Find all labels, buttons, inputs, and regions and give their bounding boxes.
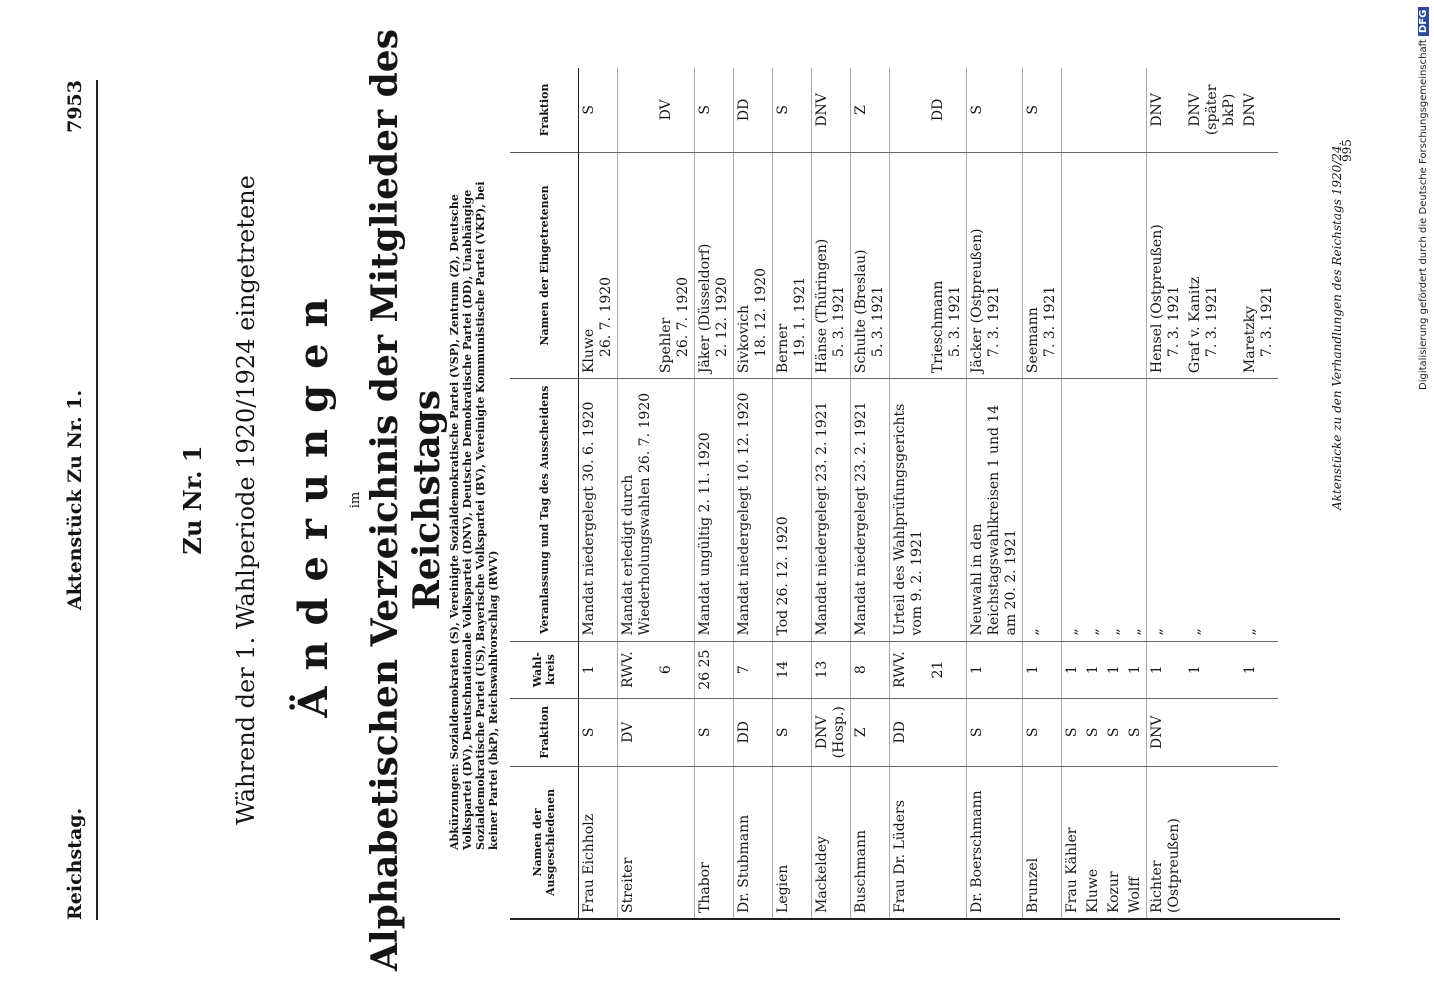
- cell-wahlkreis: 7: [734, 641, 773, 698]
- cell-fraktion-neu: DNV: [1242, 93, 1258, 127]
- eingetreten-date: 19. 1. 1921: [792, 276, 808, 358]
- header-rule: [96, 80, 98, 920]
- table-row: [773, 68, 812, 918]
- cell-veranlassung: „: [1240, 379, 1278, 641]
- eingetreten-name: Seemann: [1025, 307, 1041, 374]
- cell-fraktion: [1185, 698, 1240, 766]
- cell-name-ausgeschieden: Streiter: [618, 766, 657, 918]
- cell-fraktion-neu: DNV (später bkP): [1187, 84, 1237, 136]
- cell-wahlkreis: 1: [1083, 641, 1104, 698]
- table-row: [1147, 68, 1186, 918]
- cell-name-ausgeschieden: [928, 766, 967, 918]
- table-row: [1083, 68, 1104, 918]
- header-page-number: 7953: [64, 80, 86, 133]
- cell-name-ausgeschieden: Frau Eichholz: [579, 766, 618, 918]
- eingetreten-date: 7. 3. 1921: [986, 285, 1002, 358]
- eingetreten-name: Spehler: [658, 317, 674, 374]
- cell-name-eingetreten: [1185, 152, 1240, 378]
- cell-wahlkreis: 1: [579, 641, 618, 698]
- cell-fraktion: DD: [734, 698, 773, 766]
- table-row: [812, 68, 851, 918]
- cell-wahlkreis: 8: [851, 641, 890, 698]
- cell-name-ausgeschieden: [1185, 766, 1240, 918]
- cell-veranlassung: „: [1062, 379, 1084, 641]
- eingetreten-name: Trieschmann: [930, 280, 946, 374]
- eingetreten-name: Maretzky: [1242, 306, 1258, 374]
- table-row: [928, 68, 967, 918]
- cell-name-eingetreten: [890, 152, 929, 378]
- eingetreten-date: 7. 3. 1921: [1259, 285, 1275, 358]
- cell-fraktion: S: [1083, 698, 1104, 766]
- cell-wahlkreis: 1: [1147, 641, 1186, 698]
- cell-name-ausgeschieden: [656, 766, 695, 918]
- cell-name-eingetreten: [1104, 152, 1125, 378]
- cell-fraktion: S: [1023, 698, 1062, 766]
- table-row: [1240, 68, 1278, 918]
- dfg-text: Digitalisierung gefördert durch die Deutsche Forschungsgemeinschaft: [1418, 39, 1429, 390]
- cell-veranlassung: „: [1147, 379, 1186, 641]
- cell-veranlassung: „: [1083, 379, 1104, 641]
- cell-fraktion-neu: DV: [658, 99, 674, 121]
- table-row: [618, 68, 657, 918]
- cell-veranlassung: Tod 26. 12. 1920: [773, 379, 812, 641]
- cell-fraktion: S: [1062, 698, 1084, 766]
- header-left: Reichstag.: [64, 807, 86, 920]
- dfg-logo: DFG: [1418, 7, 1429, 36]
- cell-fraktion-neu: DD: [930, 98, 946, 122]
- cell-fraktion-neu: S: [1023, 68, 1062, 152]
- cell-fraktion: S: [967, 698, 1023, 766]
- cell-wahlkreis: 14: [773, 641, 812, 698]
- cell-wahlkreis: 1: [1062, 641, 1084, 698]
- cell-fraktion: DD: [890, 698, 929, 766]
- members-table-wrapper: [510, 68, 1340, 920]
- cell-fraktion: DNV: [1147, 698, 1186, 766]
- cell-fraktion-neu: [1062, 68, 1084, 152]
- eingetreten-date: 18. 12. 1920: [753, 268, 769, 358]
- cell-veranlassung: Mandat niedergelegt 30. 6. 1920: [579, 379, 618, 641]
- dfg-credit: [1418, 7, 1429, 390]
- footer-page-number: 995: [1340, 139, 1354, 162]
- cell-name-ausgeschieden: Dr. Boerschmann: [967, 766, 1023, 918]
- eingetreten-name: Hensel (Ostpreußen): [1149, 224, 1165, 374]
- cell-wahlkreis: 21: [928, 641, 967, 698]
- eingetreten-name: Hänse (Thüringen): [814, 238, 830, 374]
- cell-fraktion-neu: [1104, 68, 1125, 152]
- cell-veranlassung: „: [1185, 379, 1240, 641]
- cell-fraktion-neu: Z: [851, 68, 890, 152]
- cell-name-eingetreten: [1147, 152, 1186, 378]
- cell-fraktion: Z: [851, 698, 890, 766]
- cell-fraktion-neu: [1125, 68, 1147, 152]
- cell-veranlassung: Neuwahl in den Reichstagswahlkreisen 1 und 14 am 20. 2. 1921: [967, 379, 1023, 641]
- cell-wahlkreis: RWV.: [890, 641, 929, 698]
- header-center: Aktenstück Zu Nr. 1.: [64, 389, 86, 611]
- cell-fraktion: S: [579, 698, 618, 766]
- eingetreten-date: 2. 12. 1920: [714, 276, 730, 358]
- table-row: [656, 68, 695, 918]
- cell-name-eingetreten: [618, 152, 657, 378]
- eingetreten-date: 5. 3. 1921: [831, 285, 847, 358]
- eingetreten-name: Graf v. Kanitz: [1187, 276, 1203, 374]
- cell-name-ausgeschieden: Mackeldey: [812, 766, 851, 918]
- col-header-veranlassung: Veranlassung und Tag des Ausscheidens: [510, 379, 579, 641]
- cell-wahlkreis: 1: [967, 641, 1023, 698]
- cell-fraktion: [1240, 698, 1278, 766]
- table-row: [695, 68, 734, 918]
- cell-wahlkreis: 1: [1104, 641, 1125, 698]
- col-header-fraktion-neu: Fraktion: [510, 68, 579, 152]
- cell-wahlkreis: 26 25: [695, 641, 734, 698]
- cell-name-eingetreten: [579, 152, 618, 378]
- abbreviations-note: Abkürzungen: Sozialdemokraten (S), Vereinigte Sozialdemokratische Partei (VSP), Zentrum (Z), Deutsche Volkspartei (DV), Deutschnationale Volkspartei (DNV), Deutsche Demokratische Partei (DD), Unabhängige Sozialdemokratische Partei (US), Bayerische Volkspartei (BV), Vereinigte Kommunistische Partei (VKP), bei keiner Partei (bkP), Reichswahlvorschlag (RWV): [448, 181, 500, 850]
- eingetreten-name: Kluwe: [581, 328, 597, 374]
- cell-name-eingetreten: [1062, 152, 1084, 378]
- eingetreten-name: Schulte (Breslau): [853, 249, 869, 374]
- cell-veranlassung: „: [1125, 379, 1147, 641]
- cell-fraktion: S: [695, 698, 734, 766]
- cell-name-eingetreten: [812, 152, 851, 378]
- cell-fraktion: S: [773, 698, 812, 766]
- cell-wahlkreis: 1: [1185, 641, 1240, 698]
- title-changes: Änderungen: [290, 282, 337, 718]
- cell-fraktion-neu: S: [773, 68, 812, 152]
- eingetreten-name: Berner: [775, 323, 791, 374]
- eingetreten-name: Jäcker (Ostpreußen): [969, 228, 985, 374]
- cell-name-ausgeschieden: Richter (Ostpreußen): [1147, 766, 1186, 918]
- cell-name-ausgeschieden: Kluwe: [1083, 766, 1104, 918]
- eingetreten-date: 5. 3. 1921: [947, 285, 963, 358]
- cell-name-eingetreten: [773, 152, 812, 378]
- table-header-row: [510, 68, 579, 918]
- cell-fraktion: [656, 698, 695, 766]
- eingetreten-date: 7. 3. 1921: [1166, 285, 1182, 358]
- eingetreten-date: 7. 3. 1921: [1204, 285, 1220, 358]
- cell-wahlkreis: 1: [1125, 641, 1147, 698]
- cell-wahlkreis: 13: [812, 641, 851, 698]
- table-row: [851, 68, 890, 918]
- table-body: [579, 68, 1279, 918]
- table-row: [1062, 68, 1084, 918]
- cell-name-ausgeschieden: Brunzel: [1023, 766, 1062, 918]
- cell-fraktion-neu: DNV: [1147, 68, 1186, 152]
- cell-veranlassung: Urteil des Wahlprüfungsgerichts vom 9. 2. 1921: [890, 379, 929, 641]
- table-row: [1185, 68, 1240, 918]
- cell-fraktion-neu: DD: [734, 68, 773, 152]
- cell-name-ausgeschieden: Frau Kähler: [1062, 766, 1084, 918]
- cell-name-eingetreten: [734, 152, 773, 378]
- cell-fraktion-neu: DNV: [812, 68, 851, 152]
- cell-name-eingetreten: [1083, 152, 1104, 378]
- cell-name-ausgeschieden: Dr. Stubmann: [734, 766, 773, 918]
- cell-name-eingetreten: [1125, 152, 1147, 378]
- table-row: [1104, 68, 1125, 918]
- cell-wahlkreis: 6: [656, 641, 695, 698]
- cell-fraktion-neu: S: [581, 105, 597, 115]
- cell-name-eingetreten: [1023, 152, 1062, 378]
- cell-fraktion: S: [1125, 698, 1147, 766]
- cell-name-eingetreten: [656, 152, 695, 378]
- eingetreten-date: 26. 7. 1920: [598, 276, 614, 358]
- table-row: [734, 68, 773, 918]
- cell-name-eingetreten: [928, 152, 967, 378]
- cell-name-ausgeschieden: Frau Dr. Lüders: [890, 766, 929, 918]
- cell-fraktion-neu: S: [695, 68, 734, 152]
- cell-veranlassung: [656, 379, 695, 641]
- cell-veranlassung: Mandat erledigt durch Wiederholungswahlen 26. 7. 1920: [618, 379, 657, 641]
- cell-veranlassung: „: [1104, 379, 1125, 641]
- cell-fraktion-neu: [618, 68, 657, 152]
- cell-name-ausgeschieden: Wolff: [1125, 766, 1147, 918]
- table-row: [1023, 68, 1062, 918]
- col-header-ausgeschiedene: Namen der Ausgeschiedenen: [510, 766, 579, 918]
- cell-fraktion: DNV (Hosp.): [812, 698, 851, 766]
- cell-wahlkreis: 1: [1240, 641, 1278, 698]
- cell-name-ausgeschieden: [1240, 766, 1278, 918]
- cell-wahlkreis: RWV.: [618, 641, 657, 698]
- cell-veranlassung: „: [1023, 379, 1062, 641]
- table-row: [967, 68, 1023, 918]
- footer-note: Aktenstücke zu den Verhandlungen des Reichstags 1920/24.: [1330, 141, 1344, 510]
- cell-fraktion: S: [1104, 698, 1125, 766]
- eingetreten-name: Jäker (Düsseldorf): [697, 243, 713, 374]
- cell-name-eingetreten: [1240, 152, 1278, 378]
- table-row: [1125, 68, 1147, 918]
- cell-name-ausgeschieden: Kozur: [1104, 766, 1125, 918]
- cell-name-ausgeschieden: Legien: [773, 766, 812, 918]
- cell-veranlassung: Mandat niedergelegt 23. 2. 1921: [812, 379, 851, 641]
- eingetreten-date: 5. 3. 1921: [870, 285, 886, 358]
- cell-fraktion: DV: [618, 698, 657, 766]
- col-header-fraktion: Fraktion: [510, 698, 579, 766]
- cell-veranlassung: [928, 379, 967, 641]
- cell-veranlassung: Mandat niedergelegt 23. 2. 1921: [851, 379, 890, 641]
- cell-name-ausgeschieden: Buschmann: [851, 766, 890, 918]
- cell-name-ausgeschieden: Thabor: [695, 766, 734, 918]
- title-main: Alphabetischen Verzeichnis der Mitglieder des Reichstags: [364, 29, 448, 971]
- col-header-wahlkreis: Wahl-kreis: [510, 641, 579, 698]
- title-im: im: [348, 491, 363, 509]
- title-period: Während der 1. Wahlperiode 1920/1924 eingetretene: [232, 175, 260, 825]
- cell-name-eingetreten: [967, 152, 1023, 378]
- table-row: [890, 68, 929, 918]
- cell-name-eingetreten: [851, 152, 890, 378]
- eingetreten-date: 26. 7. 1920: [675, 276, 691, 358]
- cell-veranlassung: Mandat ungültig 2. 11. 1920: [695, 379, 734, 641]
- cell-fraktion-neu: [1083, 68, 1104, 152]
- cell-fraktion-neu: [890, 68, 929, 152]
- eingetreten-date: 7. 3. 1921: [1042, 285, 1058, 358]
- table-row: [579, 68, 618, 918]
- cell-wahlkreis: 1: [1023, 641, 1062, 698]
- title-zu-nr: Zu Nr. 1: [178, 445, 207, 555]
- page-header: [64, 80, 90, 920]
- col-header-eingetretene: Namen der Eingetretenen: [510, 152, 579, 378]
- cell-fraktion: [928, 698, 967, 766]
- eingetreten-name: Sivkovich: [736, 304, 752, 374]
- cell-fraktion-neu: S: [967, 68, 1023, 152]
- cell-name-eingetreten: [695, 152, 734, 378]
- members-table: [510, 68, 1278, 918]
- cell-veranlassung: Mandat niedergelegt 10. 12. 1920: [734, 379, 773, 641]
